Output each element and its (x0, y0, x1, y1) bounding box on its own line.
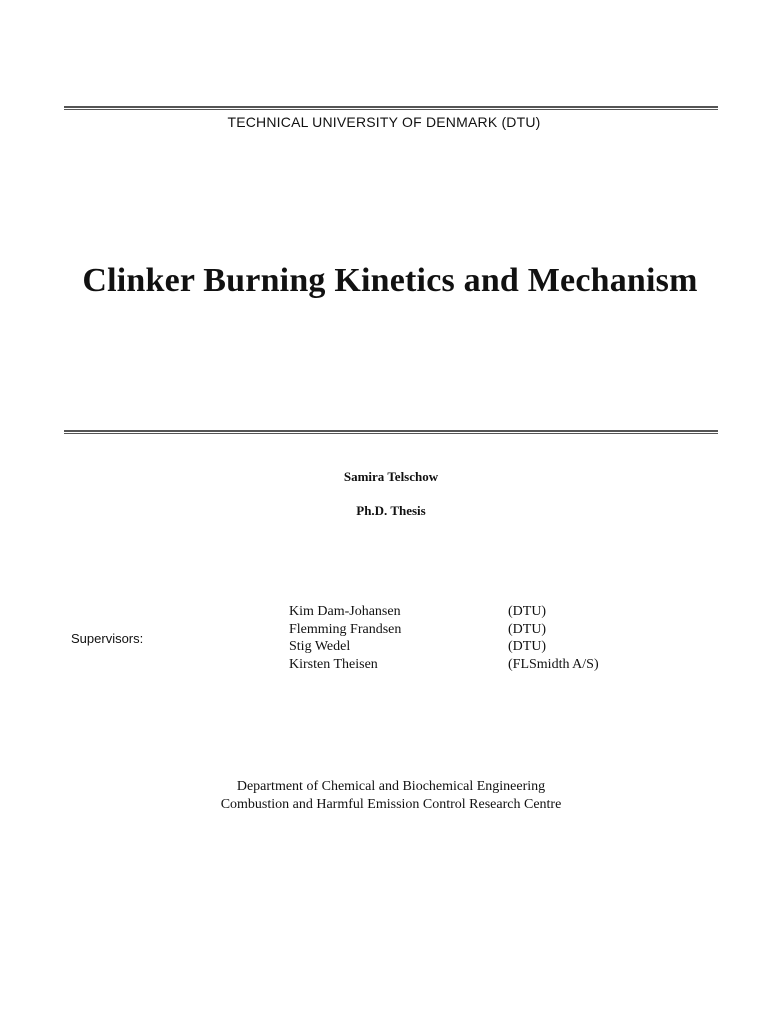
research-centre-name: Combustion and Harmful Emission Control Research Centre (220, 797, 562, 812)
supervisor-affiliation: (DTU) (508, 639, 547, 654)
supervisor-affiliation: (FLSmidth A/S) (508, 656, 599, 672)
supervisor-name: Stig Wedel (289, 639, 351, 654)
department-block (0, 778, 768, 814)
supervisor-name: Kim Dam-Johansen (289, 604, 401, 619)
supervisors-label: Supervisors: (71, 631, 144, 646)
department-name: Department of Chemical and Biochemical Engineering (236, 779, 546, 794)
author-name: Samira Telschow (343, 469, 439, 484)
university-name: TECHNICAL UNIVERSITY OF DENMARK (DTU) (227, 114, 541, 130)
supervisor-row (289, 638, 649, 656)
supervisor-affiliation: (DTU) (508, 621, 547, 637)
bottom-double-rule (64, 430, 718, 434)
supervisor-row (289, 621, 649, 639)
degree-type: Ph.D. Thesis (356, 503, 426, 518)
supervisor-list (289, 603, 649, 673)
supervisor-name: Flemming Frandsen (289, 621, 402, 637)
supervisor-affiliation: (DTU) (508, 604, 547, 619)
supervisor-name: Kirsten Theisen (289, 656, 378, 672)
top-double-rule (64, 106, 718, 110)
supervisor-row (289, 603, 649, 621)
supervisor-row (289, 656, 649, 674)
thesis-title: Clinker Burning Kinetics and Mechanism (82, 262, 698, 299)
